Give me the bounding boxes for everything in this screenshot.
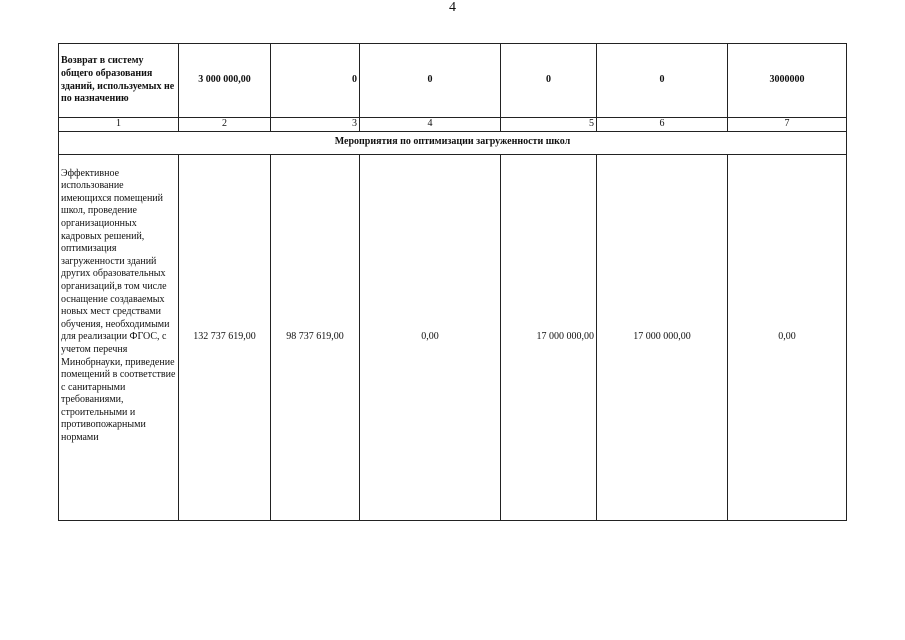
table-cell: 0 xyxy=(501,44,597,118)
table-cell: 17 000 000,00 xyxy=(501,154,597,520)
row-description: Возврат в систему общего образования зданий, используемых не по назначению xyxy=(59,44,179,118)
table-cell: 0,00 xyxy=(728,154,847,520)
table-cell: 0 xyxy=(597,44,728,118)
column-number-row xyxy=(59,118,847,132)
column-number: 3 xyxy=(271,118,360,132)
column-number: 7 xyxy=(728,118,847,132)
table-cell: 0 xyxy=(360,44,501,118)
table-cell: 132 737 619,00 xyxy=(179,154,271,520)
table-row xyxy=(59,44,847,118)
column-number: 5 xyxy=(501,118,597,132)
section-header-row xyxy=(59,131,847,154)
table-cell: 3000000 xyxy=(728,44,847,118)
column-number: 4 xyxy=(360,118,501,132)
table-cell: 98 737 619,00 xyxy=(271,154,360,520)
table-cell: 17 000 000,00 xyxy=(597,154,728,520)
row-description: Эффективное использование имеющихся помещений школ, проведение организационных кадровых решений, оптимизация загруженности зданий других образовательных организаций,в том числе оснащение создаваемых новых мест средствами обучения, необходимыми для реализации ФГОС, с учетом перечня Минобрнауки, приведение помещений в соответствие с санитарными требованиями, строительными и противопожарными нормами xyxy=(59,154,179,520)
table-row xyxy=(59,154,847,520)
section-title: Мероприятия по оптимизации загруженности школ xyxy=(59,131,847,154)
column-number: 2 xyxy=(179,118,271,132)
table-cell: 0,00 xyxy=(360,154,501,520)
budget-table xyxy=(58,43,847,521)
page-number: 4 xyxy=(449,0,456,15)
table-cell: 0 xyxy=(271,44,360,118)
table-cell: 3 000 000,00 xyxy=(179,44,271,118)
column-number: 1 xyxy=(59,118,179,132)
column-number: 6 xyxy=(597,118,728,132)
